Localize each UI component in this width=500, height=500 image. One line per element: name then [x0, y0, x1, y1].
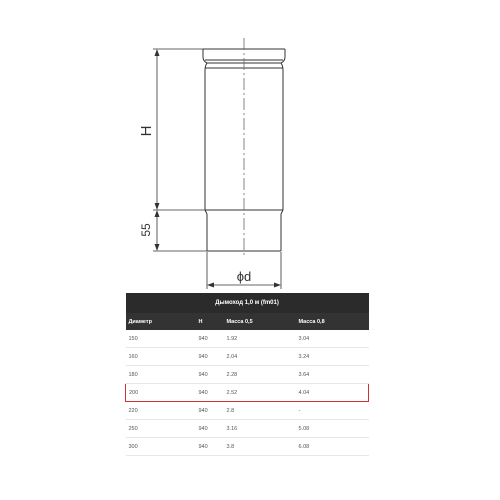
table-row: [126, 420, 369, 438]
table-title-row: [126, 293, 369, 313]
cell-mass-08: -: [296, 402, 369, 420]
cell-h: 940: [196, 438, 224, 456]
table-row: [126, 438, 369, 456]
socket-label: 55: [139, 223, 153, 237]
cell-mass-08: 4.04: [296, 384, 369, 402]
cell-mass-05: 2.28: [224, 366, 296, 384]
cell-mass-05: 3.16: [224, 420, 296, 438]
cell-diameter: 200: [126, 384, 196, 402]
cell-mass-05: 2.8: [224, 402, 296, 420]
cell-diameter: 180: [126, 366, 196, 384]
cell-diameter: 300: [126, 438, 196, 456]
cell-mass-05: 2.04: [224, 348, 296, 366]
table-row: [126, 348, 369, 366]
cell-mass-05: 2.52: [224, 384, 296, 402]
cell-mass-08: 3.24: [296, 348, 369, 366]
table-header-row: [126, 313, 369, 330]
cell-mass-08: 5.08: [296, 420, 369, 438]
table-row: [126, 402, 369, 420]
cell-h: 940: [196, 420, 224, 438]
socket-dimension: [153, 210, 207, 251]
cell-h: 940: [196, 330, 224, 348]
cell-mass-08: 3.04: [296, 330, 369, 348]
cell-mass-08: 3.64: [296, 366, 369, 384]
spec-table: [125, 293, 369, 456]
diameter-label: ϕd: [236, 269, 252, 284]
cell-mass-05: 1.92: [224, 330, 296, 348]
cell-h: 940: [196, 348, 224, 366]
col-header-diameter: Диаметр: [126, 313, 196, 330]
table-title: Дымоход 1,0 м (fm01): [126, 293, 369, 313]
height-label: H: [138, 125, 155, 137]
table-row: [126, 384, 369, 402]
cell-mass-08: 6.08: [296, 438, 369, 456]
height-dimension: [153, 49, 205, 210]
col-header-mass-05: Масса 0,5: [224, 313, 296, 330]
cell-h: 940: [196, 366, 224, 384]
cell-diameter: 250: [126, 420, 196, 438]
cell-h: 940: [196, 384, 224, 402]
table-row: [126, 330, 369, 348]
table-row: [126, 366, 369, 384]
cell-h: 940: [196, 402, 224, 420]
cell-diameter: 220: [126, 402, 196, 420]
col-header-h: H: [196, 313, 224, 330]
cell-diameter: 160: [126, 348, 196, 366]
cell-mass-05: 3.8: [224, 438, 296, 456]
col-header-mass-08: Масса 0,8: [296, 313, 369, 330]
cell-diameter: 150: [126, 330, 196, 348]
